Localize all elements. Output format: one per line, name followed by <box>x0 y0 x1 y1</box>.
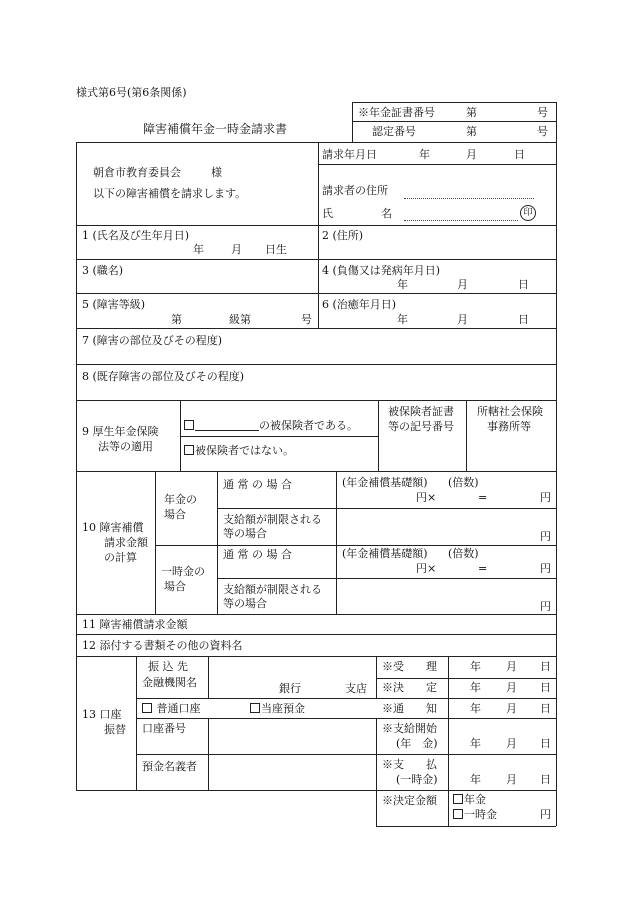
notified-year: 年 <box>470 702 481 715</box>
item9-col1-line1: 被保険者証書 <box>388 405 454 418</box>
form-number: 様式第6号(第6条関係) <box>76 86 187 99</box>
item9-label-line2: 法等の適用 <box>98 440 153 453</box>
item9-label-line1: 9 厚生年金保険 <box>82 425 159 438</box>
item5-go: 号 <box>301 313 312 326</box>
current-account-checkbox[interactable] <box>250 703 260 713</box>
start-month: 月 <box>506 737 517 750</box>
item6-year: 年 <box>397 313 408 326</box>
lump-limited-line1: 支給額が制限される <box>223 583 322 596</box>
paid-month: 月 <box>506 773 517 786</box>
pension-multiplier-label: (倍数) <box>448 476 479 489</box>
lump-equals: = <box>478 562 488 575</box>
pension-yen: 円 <box>540 491 551 504</box>
recognition-label: 認定番号 <box>372 125 416 138</box>
ordinary-account-text: 普通口座 <box>156 702 201 715</box>
received-year: 年 <box>470 660 481 673</box>
office-received: ※受 理 <box>382 660 437 673</box>
item1-month: 月 <box>231 243 242 256</box>
item4-label: 4 (負傷又は発病年月日) <box>322 264 441 277</box>
item10-label-line3: の計算 <box>104 551 137 564</box>
item9-insurance-name-field[interactable] <box>195 420 259 431</box>
pension-normal-case: 通 常 の 場 合 <box>223 478 292 491</box>
item13-label-line1: 13 口座 <box>82 708 122 721</box>
item13-label-line2: 振替 <box>104 723 126 736</box>
received-month: 月 <box>506 660 517 673</box>
item8-label: 8 (既存障害の部位及びその程度) <box>82 370 245 383</box>
item9-col2-line2: 事務所等 <box>487 420 531 433</box>
lump-base-label: (年金補償基礎額) <box>342 547 428 560</box>
addressee-board: 朝倉市教育委員会 <box>93 166 181 179</box>
office-paid-line1: ※支 払 <box>382 758 437 771</box>
pension-case-line2: 場合 <box>164 508 186 521</box>
item5-dai: 第 <box>171 313 182 326</box>
received-day: 日 <box>540 660 551 673</box>
lump-limited-line2: 等の場合 <box>223 597 267 610</box>
pension-limited-line1: 支給額が制限される <box>223 513 322 526</box>
pension-limited-line2: 等の場合 <box>223 527 267 540</box>
account-number-label: 口座番号 <box>142 722 186 735</box>
cert-go: 号 <box>537 106 548 119</box>
notified-day: 日 <box>540 702 551 715</box>
request-date-label: 請求年月日 <box>322 148 377 161</box>
request-date-year: 年 <box>419 148 430 161</box>
lump-multiplier-label: (倍数) <box>448 547 479 560</box>
item5-kyu-dai: 級第 <box>229 313 251 326</box>
bank-label-line2: 金融機関名 <box>142 676 197 689</box>
office-start-line2: (年 金) <box>396 737 438 750</box>
cert-dai: 第 <box>466 106 477 119</box>
lump-case-line1: 一時金の <box>161 565 205 578</box>
amount-yen: 円 <box>540 808 551 821</box>
item9-option2-checkbox[interactable] <box>184 445 194 455</box>
item5-label: 5 (障害等級) <box>82 298 146 311</box>
lump-case-line2: 場合 <box>164 580 186 593</box>
claimant-name-field[interactable] <box>404 220 518 221</box>
item9-option2-text: 被保険者ではない。 <box>195 444 294 457</box>
claimant-address-label: 請求者の住所 <box>322 184 388 197</box>
item1-year: 年 <box>193 243 204 256</box>
item1-born: 日生 <box>265 243 287 256</box>
current-account-text: 当座預金 <box>261 702 305 715</box>
form-title: 障害補償年金一時金請求書 <box>143 122 288 136</box>
lump-normal-case: 通 常 の 場 合 <box>223 548 292 561</box>
request-date-month: 月 <box>466 148 477 161</box>
paid-day: 日 <box>540 773 551 786</box>
amount-pension-text: 年金 <box>464 793 486 806</box>
paid-year: 年 <box>470 773 481 786</box>
item9-option1[interactable] <box>184 419 358 432</box>
item4-day: 日 <box>518 278 529 291</box>
item11-label: 11 障害補償請求金額 <box>82 618 188 631</box>
notified-month: 月 <box>506 702 517 715</box>
seal-mark: 印 <box>520 205 536 221</box>
branch-suffix: 支店 <box>345 682 367 695</box>
item12-label: 12 添付する書類その他の資料名 <box>82 639 243 652</box>
amount-pension-option[interactable] <box>453 793 486 806</box>
item9-option1-text: の被保険者である。 <box>259 419 358 432</box>
item9-col2-line1: 所轄社会保険 <box>477 405 543 418</box>
item4-month: 月 <box>457 278 468 291</box>
bank-label-line1: 振 込 先 <box>148 660 188 673</box>
item9-option2[interactable] <box>184 444 294 457</box>
item6-label: 6 (治癒年月日) <box>322 298 397 311</box>
claimant-address-field[interactable] <box>404 198 534 199</box>
request-statement: 以下の障害補償を請求します。 <box>93 187 247 200</box>
account-holder-label: 預金名義者 <box>142 760 197 773</box>
lump-limited-yen: 円 <box>540 600 551 613</box>
start-year: 年 <box>470 737 481 750</box>
ordinary-account-checkbox[interactable] <box>142 703 152 713</box>
pension-limited-yen: 円 <box>540 530 551 543</box>
amount-lump-option[interactable] <box>453 808 497 821</box>
office-start-line1: ※支給開始 <box>382 722 437 735</box>
office-paid-line2: (一時金) <box>396 773 438 786</box>
item10-label-line2: 請求金額 <box>104 536 148 549</box>
pension-equals: = <box>478 491 488 504</box>
item9-col1-line2: 等の記号番号 <box>388 420 454 433</box>
ordinary-account-option[interactable] <box>142 702 201 715</box>
claimant-name-label-1: 氏 <box>322 207 333 220</box>
current-account-option[interactable] <box>250 702 305 715</box>
lump-yen-times: 円× <box>416 562 437 575</box>
recognition-go: 号 <box>537 125 548 138</box>
office-decided: ※決 定 <box>382 681 437 694</box>
pension-cert-label: ※年金証書番号 <box>358 106 435 119</box>
claimant-name-label-2: 名 <box>381 207 392 220</box>
amount-pension-checkbox[interactable] <box>453 794 463 804</box>
item2-label: 2 (住所) <box>322 229 364 242</box>
bank-suffix: 銀行 <box>279 682 301 695</box>
item9-option1-checkbox[interactable] <box>184 420 194 430</box>
item7-label: 7 (障害の部位及びその程度) <box>82 334 223 347</box>
pension-case-line1: 年金の <box>164 493 197 506</box>
pension-yen-times: 円× <box>416 491 437 504</box>
item3-label: 3 (職名) <box>82 264 124 277</box>
decided-year: 年 <box>470 681 481 694</box>
lump-yen: 円 <box>540 562 551 575</box>
pension-base-label: (年金補償基礎額) <box>342 476 428 489</box>
item6-month: 月 <box>457 313 468 326</box>
item10-label-line1: 10 障害補償 <box>82 521 144 534</box>
addressee-honorific: 様 <box>211 166 222 179</box>
recognition-dai: 第 <box>466 125 477 138</box>
request-date-day: 日 <box>514 148 525 161</box>
office-amount-label: ※決定金額 <box>382 794 437 807</box>
item1-label: 1 (氏名及び生年月日) <box>82 229 190 242</box>
item6-day: 日 <box>518 313 529 326</box>
decided-month: 月 <box>506 681 517 694</box>
decided-day: 日 <box>540 681 551 694</box>
office-notified: ※通 知 <box>382 702 437 715</box>
start-day: 日 <box>540 737 551 750</box>
amount-lump-checkbox[interactable] <box>453 809 463 819</box>
item4-year: 年 <box>397 278 408 291</box>
amount-lump-text: 一時金 <box>464 808 497 821</box>
